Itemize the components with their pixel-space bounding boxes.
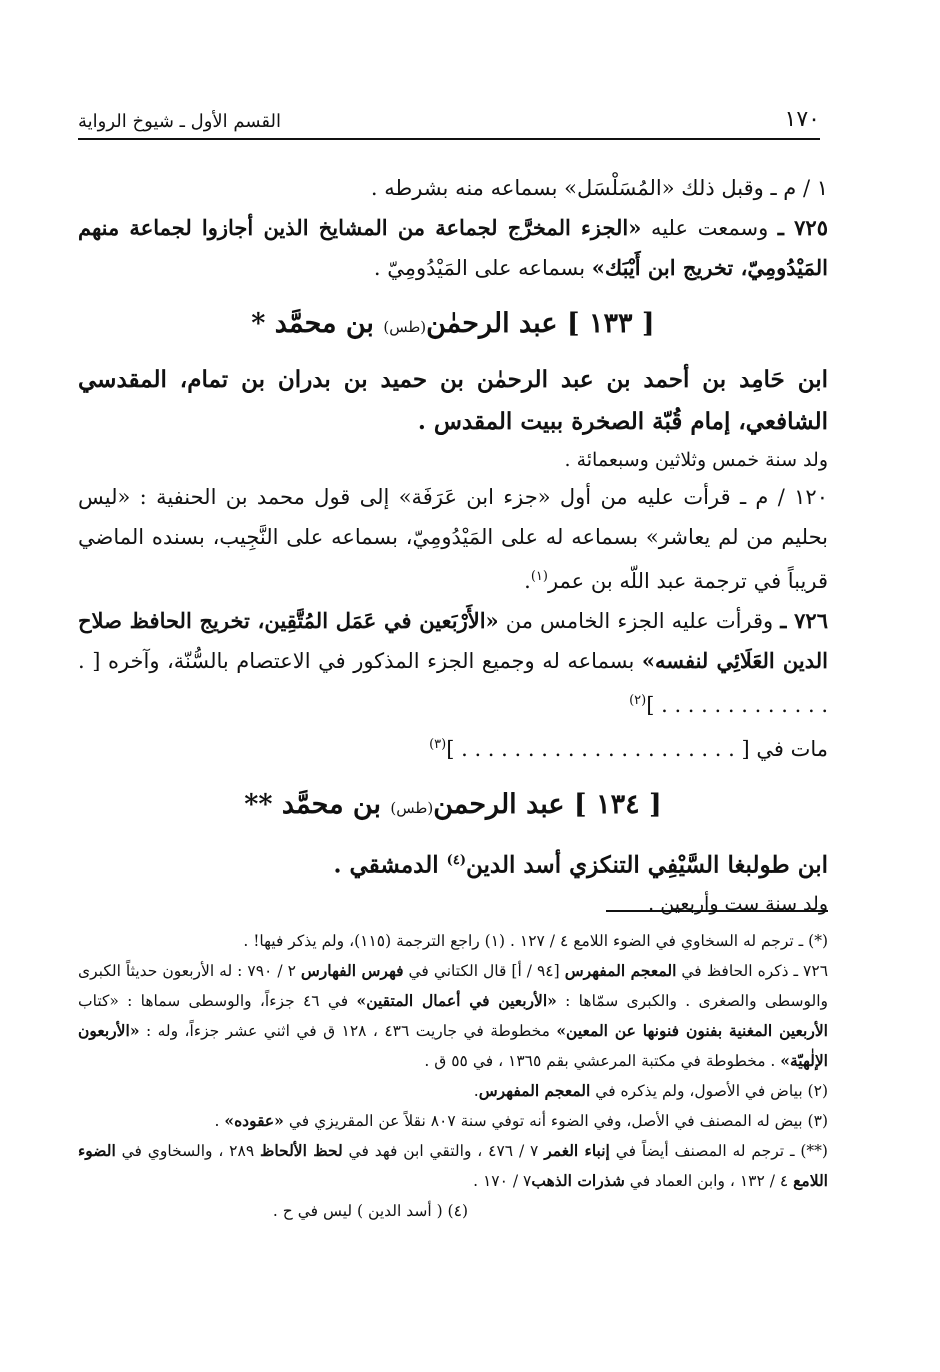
lacuna-dots-1: . . . . . . . . . . . . . . bbox=[78, 649, 828, 717]
fn-726-c: [٩٤ / أ] قال الكتاني في bbox=[408, 962, 560, 980]
footnote-double-star bbox=[78, 1136, 828, 1196]
footnote-ref-3[interactable]: (٣) bbox=[429, 737, 447, 752]
fn-726-e: ٢ / ٧٩٠ : له الأربعون حديثاً الكبرى والوسطى والصغرى . والكبرى سمّاها : bbox=[78, 962, 829, 1010]
main-text bbox=[78, 168, 828, 921]
footnote-separator bbox=[606, 910, 828, 912]
footnote-ref-4[interactable]: (٤) bbox=[446, 853, 466, 868]
entry-133-lineage: ابن حَامِد بن أحمد بن عبد الرحمٰن بن حميد بن بدران بن تمام، المقدسي الشافعي، إمام قُبّة الصخرة ببيت المقدس . bbox=[78, 366, 828, 435]
fn-dstar-b: إنباء الغمر bbox=[544, 1141, 610, 1160]
footnote-4: (٤) ( أسد الدين ) ليس في ح . bbox=[272, 1202, 468, 1220]
lacuna-dots-2: . . . . . . . . . . . . . . . . . . . . . bbox=[461, 737, 735, 761]
entry-133-name: [ ١٣٣ ] عبد الرحمٰن bbox=[426, 308, 655, 339]
fn-726-f: «الأربعين في أعمال المتقين» bbox=[356, 991, 557, 1010]
footnote-ref-2[interactable]: (٢) bbox=[629, 693, 647, 708]
fn-726-h: الأربعين المغنية بفنون فنونها عن المعين» bbox=[556, 1021, 828, 1040]
footnote-star: (*) ـ ترجم له السخاوي في الضوء اللامع ٤ / ١٢٧ . (١) راجع الترجمة (١١٥)، ولم يذكر فيها! . bbox=[243, 932, 828, 950]
fn-2-b: المعجم المفهرس bbox=[478, 1081, 591, 1100]
lacuna-close-2: ] bbox=[446, 737, 455, 761]
entry-134-lineage-b: الدمشقي . bbox=[333, 851, 439, 879]
running-title: القسم الأول ـ شيوخ الرواية bbox=[78, 111, 282, 132]
fn-726-g: في ٤٦ جزءاً، والوسطى سماها : «كتاب bbox=[78, 992, 349, 1010]
fn-dstar-e: ٢٨٩ ، والسخاوي في bbox=[121, 1142, 255, 1160]
fn-dstar-d: لحظ الألحاظ bbox=[260, 1141, 343, 1160]
fn-3-b: «عقوده» bbox=[224, 1111, 284, 1130]
fn-726-d: فهرس الفهارس bbox=[300, 961, 404, 980]
entry-134-siglum: (طس) bbox=[390, 799, 434, 817]
paragraph-1 bbox=[78, 168, 828, 208]
page-number: ١٧٠ bbox=[784, 107, 820, 132]
footnote-726 bbox=[78, 956, 828, 1076]
lacuna-close-1: ] bbox=[646, 693, 655, 717]
footnote-2 bbox=[78, 1076, 828, 1106]
entry-134-birth: ولد سنة ست وأربعين . bbox=[648, 892, 828, 915]
fn-dstar-a: (**) ـ ترجم له المصنف أيضاً في bbox=[615, 1142, 828, 1160]
entry-number-726: ٧٢٦ ـ bbox=[780, 608, 828, 633]
fn-726-i: مخطوطة في جاريت ٤٣٦ ، ١٢٨ ق في اثني عشر جزءاً، وله : bbox=[145, 1022, 550, 1040]
paragraph-726-intro: وقرأت عليه الجزء الخامس من bbox=[505, 609, 774, 633]
footnotes bbox=[78, 926, 828, 1226]
footnote-ref-1[interactable]: (١) bbox=[530, 569, 548, 584]
entry-134-name: [ ١٣٤ ] عبد الرحمن bbox=[433, 789, 662, 820]
entry-133-siglum: (طس) bbox=[383, 318, 427, 336]
paragraph-725-intro: وسمعت عليه bbox=[650, 216, 769, 240]
paragraph-120-text: ١٢٠ / م ـ قرأت عليه من أول «جزء ابن عَرَفَة» إلى قول محمد بن الحنفية : «ليس بحليم من لم يعاشر» بسماعه له على المَيْدُومِيّ، بسماعه على النَّجِيب، بسنده الماضي قريباً في ترجمة عبد اللّه بن عمر bbox=[78, 485, 828, 593]
fn-dstar-c: ٧ / ٤٧٦ ، والتقي ابن فهد في bbox=[348, 1142, 539, 1160]
entry-134-lineage-a: ابن طولبغا السَّيْفِي التنكزي أسد الدين bbox=[465, 851, 828, 879]
fn-2-c: . bbox=[473, 1082, 479, 1100]
page-header bbox=[78, 96, 820, 140]
paragraph-725 bbox=[78, 208, 828, 288]
entry-134-name-end: بن محمَّد ** bbox=[244, 789, 381, 820]
fn-726-j: «الأربعون الإلٰهيّة» bbox=[78, 1021, 828, 1070]
paragraph-1-text: ١ / م ـ وقبل ذلك «المُسَلْسَل» بسماعه منه بشرطه . bbox=[370, 176, 828, 200]
entry-heading-133 bbox=[78, 296, 828, 355]
fn-726-k: . مخطوطة في مكتبة المرعشي بقم ١٣٦٥ ، في ٥٥ ق . bbox=[424, 1052, 776, 1070]
fn-726-a: ٧٢٦ ـ ذكره الحافظ في bbox=[681, 962, 829, 980]
entry-134-lineage bbox=[78, 840, 828, 887]
death-text: مات في [ bbox=[741, 737, 828, 761]
fn-3-a: (٣) بيض له المصنف في الأصل، وفي الضوء أنه توفي سنة ٨٠٧ نقلاً عن المقريزي في bbox=[288, 1112, 828, 1130]
entry-heading-134 bbox=[78, 777, 828, 836]
fn-2-a: (٢) بياض في الأصول، ولم يذكره في bbox=[595, 1082, 828, 1100]
fn-dstar-h: شذرات الذهب bbox=[531, 1171, 625, 1190]
fn-3-c: . bbox=[214, 1112, 220, 1130]
paragraph-725-end: بسماعه على المَيْدُومِيّ . bbox=[373, 256, 586, 280]
paragraph-death bbox=[78, 725, 828, 769]
footnote-3 bbox=[78, 1106, 828, 1136]
entry-133-birth: ولد سنة خمس وثلاثين وسبعمائة . bbox=[564, 449, 828, 471]
fn-dstar-g: ٤ / ١٣٢ ، وابن العماد في bbox=[629, 1172, 789, 1190]
book-title-juz-mukharraj: «الجزء المخرَّج لجماعة من المشايخ الذين أجازوا لجماعة منهم المَيْدُومِيّ، تخريج ابن أَيْبَك» bbox=[78, 215, 828, 280]
paragraph-726-cont: بسماعه له وجميع الجزء المذكور في الاعتصام بالسُّنّة، وآخره [ bbox=[92, 649, 635, 673]
fn-726-b: المعجم المفهرس bbox=[564, 961, 677, 980]
book-title-arbain: «الأَرْبَعين في عَمَل المُتَّقِين، تخريج الحافظ صلاح الدين العَلَائِي لنفسه» bbox=[78, 608, 828, 673]
paragraph-120: ١٢٠ / م ـ قرأت عليه من أول «جزء ابن عَرَفَة» إلى قول محمد بن الحنفية : «ليس بحليم من لم يعاشر» بسماعه له على المَيْدُومِيّ، بسماعه على النَّجِيب، بسنده الماضي قريباً في ترجمة عبد اللّه بن عمر$^{(١)}$. bbox=[78, 485, 828, 593]
entry-number-725: ٧٢٥ ـ bbox=[777, 215, 828, 240]
fn-dstar-f: الضوء اللامع bbox=[78, 1141, 828, 1190]
fn-dstar-i: ٧ / ١٧٠ . bbox=[473, 1172, 532, 1190]
entry-133-name-end: بن محمَّد * bbox=[251, 308, 374, 339]
paragraph-726 bbox=[78, 601, 828, 725]
